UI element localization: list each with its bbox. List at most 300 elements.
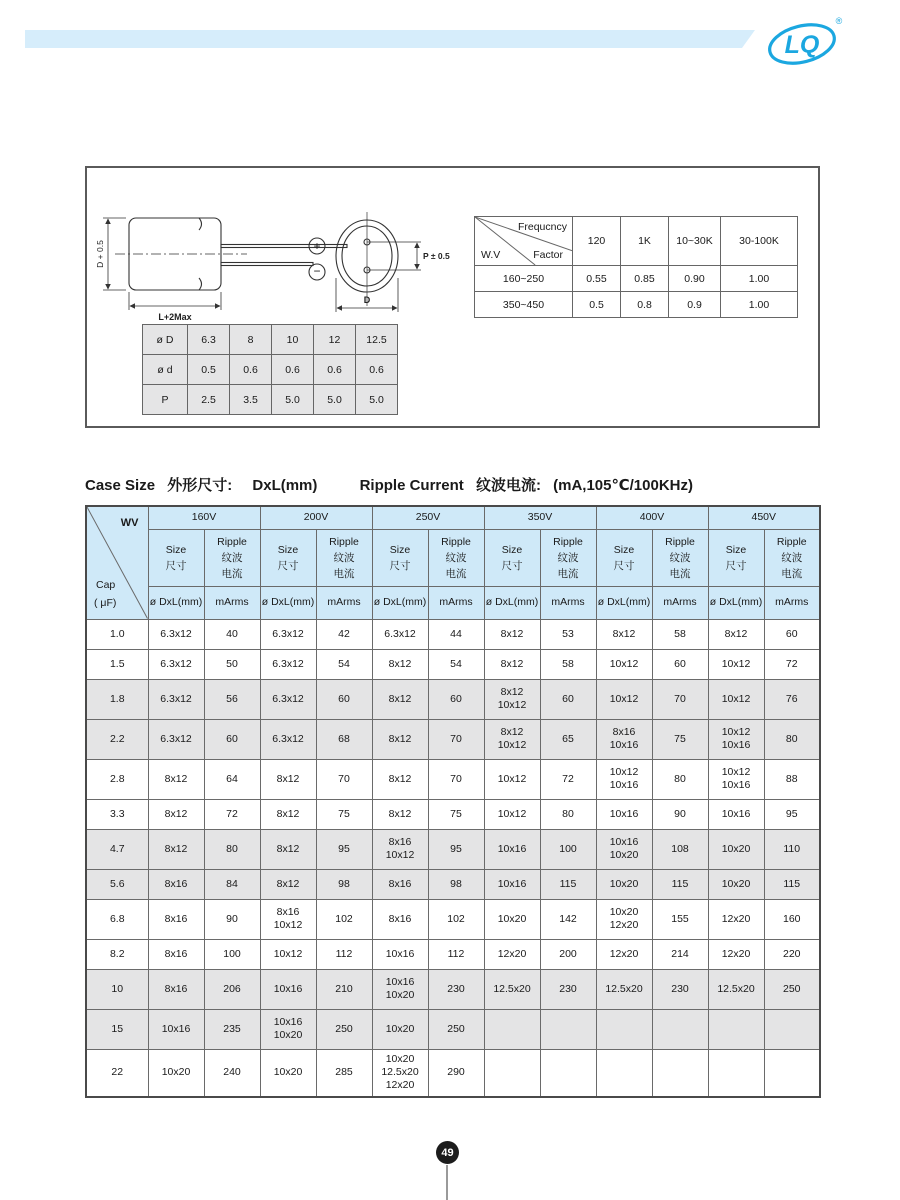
ripple-header [428, 529, 484, 586]
size-value-cell [148, 1049, 204, 1097]
size-value-cell [596, 869, 652, 899]
main-table-corner-cell [86, 506, 148, 619]
corner-wv-label: WV [120, 517, 139, 529]
cell-line: 12.5x20 [717, 982, 755, 995]
ripple-value-cell [428, 719, 484, 759]
case-size-label-en: Case Size [85, 477, 156, 494]
cell-line: 100 [559, 842, 577, 855]
dim-value-cell: 5.0 [314, 385, 356, 415]
cell-line: 206 [223, 982, 241, 995]
size-value-cell [148, 969, 204, 1009]
cap-cell: 2.8 [86, 759, 148, 799]
ripple-value-cell [204, 899, 260, 939]
ripple-value-cell [764, 759, 820, 799]
ripple-header-line: 电流 [445, 567, 467, 580]
cell-line: 8x12 [164, 772, 188, 785]
size-value-cell [260, 799, 316, 829]
ripple-value-cell [428, 619, 484, 649]
ripple-current-label-cn: 纹波电流: [475, 477, 541, 494]
ripple-value-cell [652, 649, 708, 679]
cell-line: 112 [335, 947, 353, 960]
case-size-unit: DxL(mm) [252, 477, 318, 494]
ripple-value-cell [540, 869, 596, 899]
size-value-cell [708, 759, 764, 799]
cell-line: 115 [559, 877, 577, 890]
freq-corner-wv-label: W.V [481, 249, 501, 261]
dim-value-cell: 12.5 [356, 325, 398, 355]
freq-corner-frequency-label: Frequcncy [517, 221, 567, 233]
cell-line: 142 [559, 912, 577, 925]
size-header-line: 尺寸 [165, 559, 187, 572]
cell-line: 8x12 [164, 842, 188, 855]
cell-line: 250 [335, 1022, 353, 1035]
cell-line: 10x16 [721, 739, 751, 751]
freq-factor-cell: 0.9 [669, 292, 721, 318]
cap-cell: 5.6 [86, 869, 148, 899]
cap-cell: 3.3 [86, 799, 148, 829]
cell-line: 80 [226, 842, 238, 855]
ripple-header-line: Ripple [441, 535, 471, 548]
cell-line: 100 [223, 947, 241, 960]
cell-line: 8x12 [388, 692, 412, 705]
ripple-value-cell [428, 759, 484, 799]
size-value-cell [372, 619, 428, 649]
cap-cell: 22 [86, 1049, 148, 1097]
cell-line: 53 [562, 627, 574, 640]
size-header-line: Size [725, 543, 747, 556]
logo-text: LQ [784, 31, 820, 59]
ripple-value-cell [316, 649, 372, 679]
ripple-value-cell [764, 799, 820, 829]
size-value-cell [484, 679, 540, 719]
size-value-cell [708, 899, 764, 939]
registered-mark: ® [835, 16, 843, 26]
cell-line: 108 [671, 842, 689, 855]
cell-line: 10x20 [273, 1066, 303, 1079]
size-value-cell [372, 799, 428, 829]
cell-line: 10x16 [385, 976, 415, 988]
size-value-cell [260, 969, 316, 1009]
ripple-value-cell [540, 649, 596, 679]
size-value-cell [260, 1049, 316, 1097]
freq-factor-cell: 0.5 [573, 292, 621, 318]
ripple-value-cell [652, 719, 708, 759]
ripple-value-cell [764, 679, 820, 719]
cell-line: 70 [338, 772, 350, 785]
cell-line: 10x20 [609, 877, 639, 890]
ripple-value-cell [764, 939, 820, 969]
length-label: L+2Max [158, 312, 192, 322]
ripple-value-cell [316, 869, 372, 899]
cell-line: 12x20 [721, 947, 751, 960]
frequency-factor-table [474, 216, 798, 318]
size-value-cell [372, 679, 428, 719]
size-header-line: Size [277, 543, 299, 556]
freq-corner-cell [475, 217, 573, 266]
cell-line: 40 [226, 627, 238, 640]
cell-line: 210 [335, 982, 353, 995]
cell-line: 8x12 [276, 842, 300, 855]
ripple-header-line: Ripple [665, 535, 695, 548]
cell-line: 8x16 [164, 947, 188, 960]
size-value-cell [372, 719, 428, 759]
freq-header-row [475, 217, 798, 266]
ripple-value-cell [652, 1009, 708, 1049]
lead-dimension-table [142, 324, 398, 415]
size-value-cell [260, 619, 316, 649]
ripple-value-cell [540, 719, 596, 759]
cell-line: 64 [226, 772, 238, 785]
ripple-value-cell [316, 829, 372, 869]
cell-line: 214 [671, 947, 689, 960]
dim-value-cell: 6.3 [188, 325, 230, 355]
cell-line: 12x20 [609, 947, 639, 960]
freq-factor-cell: 0.90 [669, 266, 721, 292]
dimension-diagram-box [85, 166, 820, 428]
cell-line: 98 [450, 877, 462, 890]
ripple-value-cell [204, 679, 260, 719]
cell-line: 285 [335, 1066, 353, 1079]
size-header-line: 尺寸 [389, 559, 411, 572]
cell-line: 10x12 [609, 692, 639, 705]
dim-label-cell: ø D [143, 325, 188, 355]
size-value-cell [260, 1009, 316, 1049]
table-row [86, 719, 820, 759]
cell-line: 60 [785, 627, 798, 640]
size-value-cell [148, 759, 204, 799]
cell-line: 6.3x12 [160, 692, 192, 705]
cell-line: 58 [562, 657, 574, 670]
freq-col-header: 120 [573, 217, 621, 266]
size-value-cell [148, 619, 204, 649]
size-value-cell [148, 799, 204, 829]
cell-line: 8x12 [276, 772, 300, 785]
table-row [86, 969, 820, 1009]
size-value-cell [372, 1009, 428, 1049]
unit-ripple-cell: mArms [540, 586, 596, 619]
size-value-cell [484, 969, 540, 1009]
cap-cell: 8.2 [86, 939, 148, 969]
cell-line: 115 [671, 877, 689, 890]
ripple-value-cell [204, 969, 260, 1009]
size-ripple-header-row [86, 529, 820, 586]
ripple-value-cell [316, 969, 372, 1009]
cell-line: 10x16 [609, 807, 639, 820]
cell-line: 8x12 [388, 732, 412, 745]
cell-line: 80 [785, 732, 798, 745]
cell-line: 90 [226, 912, 238, 925]
cell-line: 10x12 [497, 807, 527, 820]
ripple-value-cell [316, 939, 372, 969]
dim-value-cell: 10 [272, 325, 314, 355]
size-value-cell [148, 719, 204, 759]
cell-line: 98 [338, 877, 350, 890]
cell-line: 8x12 [276, 877, 300, 890]
ripple-value-cell [316, 1009, 372, 1049]
size-value-cell [484, 799, 540, 829]
cell-line: 68 [338, 732, 350, 745]
dim-value-cell: 12 [314, 325, 356, 355]
size-header-line: Size [501, 543, 523, 556]
dim-value-cell: 0.6 [356, 355, 398, 385]
ripple-value-cell [204, 1009, 260, 1049]
size-value-cell [596, 799, 652, 829]
cell-line: 6.3x12 [272, 627, 304, 640]
ripple-value-cell [652, 799, 708, 829]
size-header [148, 529, 204, 586]
page-number-badge [436, 1141, 459, 1164]
cell-line: 10x12 [721, 766, 751, 778]
cell-line: 10x16 [721, 807, 751, 820]
ripple-header-line: Ripple [217, 535, 247, 548]
cell-line: 8x12 [500, 726, 524, 738]
cell-line: 115 [783, 877, 801, 890]
cell-line: 10x16 [497, 877, 527, 890]
cell-line: 44 [450, 627, 462, 640]
freq-col-header: 10~30K [669, 217, 721, 266]
ripple-value-cell [428, 899, 484, 939]
ripple-value-cell [652, 899, 708, 939]
lead-positive [221, 245, 347, 248]
cell-line: 10x16 [161, 1022, 191, 1035]
cell-line: 12.5x20 [381, 1066, 419, 1079]
ripple-value-cell [428, 1009, 484, 1049]
ripple-value-cell [316, 899, 372, 939]
cell-line: 235 [223, 1022, 241, 1035]
ripple-header-line: 纹波 [445, 551, 467, 564]
ripple-value-cell [204, 619, 260, 649]
cell-line: 95 [785, 807, 798, 820]
freq-factor-cell: 1.00 [721, 292, 798, 318]
size-value-cell [596, 899, 652, 939]
size-header-line: Size [165, 543, 187, 556]
ripple-value-cell [764, 899, 820, 939]
size-value-cell [148, 649, 204, 679]
cell-line: 75 [338, 807, 350, 820]
cell-line: 10x16 [609, 779, 639, 791]
cell-line: 8x12 [276, 807, 300, 820]
capacitor-crimp-top [199, 218, 202, 230]
freq-factor-cell: 0.55 [573, 266, 621, 292]
ripple-header-line: Ripple [776, 535, 807, 548]
freq-factor-cell: 0.85 [621, 266, 669, 292]
cell-line: 12.5x20 [493, 982, 531, 995]
cell-line: 10x20 [609, 849, 639, 861]
ripple-current-label-en: Ripple Current [359, 477, 464, 494]
cell-line: 10x12 [497, 699, 527, 711]
size-value-cell [596, 1009, 652, 1049]
cell-line: 10x12 [497, 772, 527, 785]
cell-line: 10x16 [273, 982, 303, 995]
cell-line: 8x16 [612, 726, 636, 738]
ripple-header-line: 电流 [557, 567, 579, 580]
ripple-value-cell [540, 799, 596, 829]
footer-divider-line [446, 1165, 448, 1200]
size-value-cell [148, 1009, 204, 1049]
units-header-row [86, 586, 820, 619]
size-value-cell [372, 649, 428, 679]
cell-line: 90 [674, 807, 686, 820]
dim-row [143, 385, 398, 415]
freq-col-header: 30-100K [721, 217, 798, 266]
cell-line: 56 [226, 692, 238, 705]
size-value-cell [372, 969, 428, 1009]
ripple-value-cell [428, 829, 484, 869]
cap-cell: 1.0 [86, 619, 148, 649]
voltage-header: 400V [596, 506, 708, 529]
table-row [86, 1049, 820, 1097]
cell-line: 58 [674, 627, 686, 640]
cell-line: 112 [447, 947, 465, 960]
ripple-value-cell [204, 1049, 260, 1097]
capacitor-outline-drawing [95, 206, 475, 324]
voltage-header: 200V [260, 506, 372, 529]
ripple-header-line: 纹波 [333, 551, 355, 564]
ripple-value-cell [316, 1049, 372, 1097]
cell-line: 8x12 [388, 807, 412, 820]
ripple-value-cell [428, 969, 484, 1009]
cell-line: 95 [450, 842, 462, 855]
dim-label-cell: ø d [143, 355, 188, 385]
size-header [708, 529, 764, 586]
size-value-cell [596, 759, 652, 799]
cap-cell: 1.8 [86, 679, 148, 719]
ripple-value-cell [316, 619, 372, 649]
page-number: 49 [441, 1146, 454, 1159]
size-value-cell [372, 939, 428, 969]
ripple-value-cell [652, 969, 708, 1009]
cell-line: 10x20 [161, 1066, 191, 1079]
table-row [86, 829, 820, 869]
cap-cell: 6.8 [86, 899, 148, 939]
cell-line: 70 [450, 732, 462, 745]
cell-line: 240 [223, 1066, 241, 1079]
cell-line: 60 [450, 692, 462, 705]
ripple-value-cell [428, 1049, 484, 1097]
freq-col-header: 1K [621, 217, 669, 266]
ripple-value-cell [316, 799, 372, 829]
unit-ripple-cell: mArms [652, 586, 708, 619]
size-value-cell [148, 679, 204, 719]
ripple-header [652, 529, 708, 586]
ripple-header-line: 电流 [221, 567, 243, 580]
size-header-line: 尺寸 [277, 559, 299, 572]
size-value-cell [260, 829, 316, 869]
cell-line: 70 [450, 772, 462, 785]
size-value-cell [708, 1009, 764, 1049]
cell-line: 110 [783, 842, 801, 855]
size-value-cell [372, 869, 428, 899]
cell-line: 220 [782, 947, 801, 960]
ripple-value-cell [204, 869, 260, 899]
cell-line: 230 [671, 982, 689, 995]
cell-line: 10x12 [721, 692, 751, 705]
size-value-cell [484, 829, 540, 869]
cell-line: 10x20 [273, 1029, 303, 1041]
ripple-value-cell [764, 1009, 820, 1049]
ripple-value-cell [540, 759, 596, 799]
table-row [86, 619, 820, 649]
ripple-value-cell [652, 829, 708, 869]
size-value-cell [708, 679, 764, 719]
ripple-value-cell [652, 759, 708, 799]
cap-cell: 15 [86, 1009, 148, 1049]
ripple-value-cell [764, 829, 820, 869]
cell-line: 60 [562, 692, 574, 705]
ripple-value-cell [764, 869, 820, 899]
cell-line: 8x12 [388, 772, 412, 785]
cell-line: 10x12 [497, 739, 527, 751]
cell-line: 60 [338, 692, 350, 705]
size-value-cell [708, 799, 764, 829]
corner-uf-label: ( μF) [94, 596, 117, 609]
size-value-cell [372, 1049, 428, 1097]
cell-line: 6.3x12 [160, 732, 192, 745]
cell-line: 75 [674, 732, 686, 745]
dim-value-cell: 5.0 [356, 385, 398, 415]
size-value-cell [484, 759, 540, 799]
cell-line: 12x20 [497, 947, 527, 960]
size-value-cell [708, 1049, 764, 1097]
ripple-header-line: 纹波 [221, 551, 243, 564]
size-value-cell [372, 899, 428, 939]
cell-line: 80 [562, 807, 574, 820]
ripple-value-cell [428, 939, 484, 969]
ripple-value-cell [652, 679, 708, 719]
dim-row [143, 325, 398, 355]
ripple-value-cell [764, 1049, 820, 1097]
size-value-cell [484, 899, 540, 939]
size-value-cell [484, 869, 540, 899]
cell-line: 10x20 [385, 1022, 415, 1035]
ripple-header-line: 电流 [333, 567, 355, 580]
ripple-value-cell [540, 969, 596, 1009]
voltage-header: 160V [148, 506, 260, 529]
cell-line: 54 [338, 657, 350, 670]
cell-line: 12x20 [609, 919, 639, 931]
ripple-value-cell [204, 829, 260, 869]
cell-line: 12.5x20 [605, 982, 643, 995]
cell-line: 8x12 [612, 627, 636, 640]
table-row [86, 759, 820, 799]
ripple-header-line: 电流 [781, 567, 803, 580]
cell-line: 54 [450, 657, 462, 670]
plus-sign: + [313, 239, 321, 253]
dim-value-cell: 2.5 [188, 385, 230, 415]
ripple-value-cell [540, 1049, 596, 1097]
brand-logo [762, 12, 848, 72]
freq-corner-factor-label: Factor [533, 249, 563, 261]
cell-line: 8x12 [164, 807, 188, 820]
voltage-header-row [86, 506, 820, 529]
cell-line: 10x16 [721, 779, 751, 791]
cell-line: 75 [450, 807, 462, 820]
size-value-cell [372, 829, 428, 869]
ripple-current-unit: (mA,105℃/100KHz) [553, 477, 693, 494]
lead-negative [221, 263, 313, 266]
ripple-value-cell [652, 1049, 708, 1097]
ripple-value-cell [652, 869, 708, 899]
cell-line: 230 [447, 982, 465, 995]
cell-line: 6.3x12 [160, 657, 192, 670]
ripple-value-cell [316, 759, 372, 799]
size-header [484, 529, 540, 586]
size-value-cell [260, 649, 316, 679]
size-value-cell [148, 899, 204, 939]
cell-line: 72 [785, 657, 798, 670]
freq-row [475, 292, 798, 318]
ripple-value-cell [428, 799, 484, 829]
